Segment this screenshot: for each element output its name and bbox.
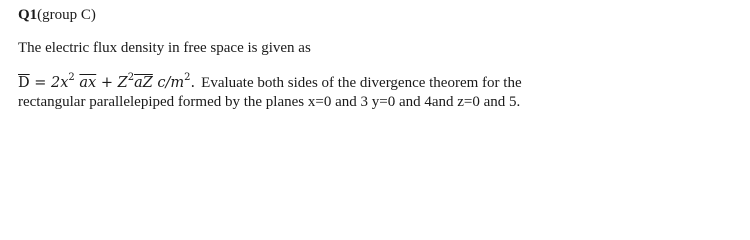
equation-units-exp: 2 [184,72,191,84]
equation-lhs: $\overline{D}$ [18,75,30,91]
equation-term2-vec: $\overline{aZ}$ [134,75,153,91]
question-header [18,6,736,26]
equation-term1-coef: 2x [51,75,69,91]
equation-plus: + [100,75,113,91]
equation-equals: = [34,75,47,91]
question-intro: The electric flux density in free space is given as [18,40,311,56]
equation-period: . [190,75,196,91]
question-group: (group C) [37,7,96,23]
question-line1-rest: Evaluate both sides of the divergence theorem for the [201,75,522,91]
question-number: Q1 [18,7,38,23]
equation-term2-coef: Z [117,75,128,91]
equation-line [18,74,736,93]
flux-density-equation [18,72,196,91]
equation-term1-exp: 2 [68,72,75,84]
question-line2: rectangular parallelepiped formed by the planes x=0 and 3 y=0 and 4and z=0 and 5. [18,94,521,110]
equation-term1-vec: $\overline{ax}$ [79,75,97,91]
equation-units: c/m [157,75,185,91]
equation-term2-exp: 2 [127,72,135,84]
